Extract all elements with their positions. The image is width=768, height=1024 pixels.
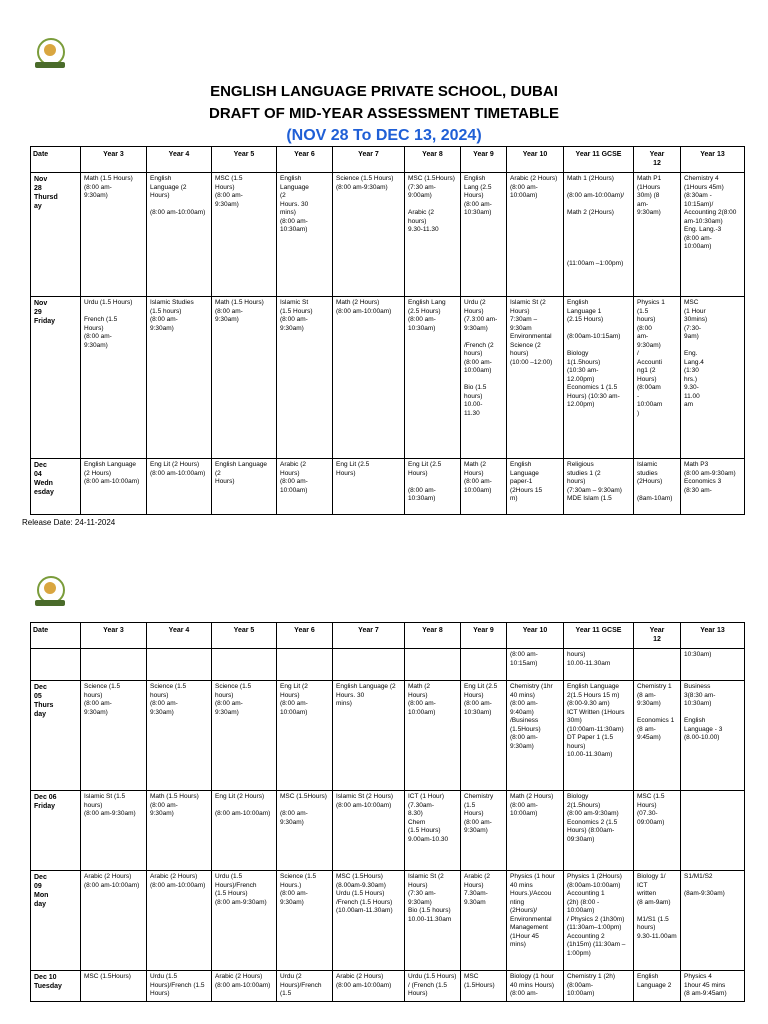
- date-cell: Dec 04 Wedn esday: [31, 459, 81, 515]
- exam-cell: Arabic (2 Hours) (8:00 am-10:00am): [81, 871, 147, 971]
- exam-cell: Science (1.5 hours) (8:00 am- 9:30am): [212, 681, 277, 791]
- exam-cell: Chemistry (1.5 Hours) (8:00 am- 9:30am): [461, 791, 507, 871]
- date-cell: [31, 649, 81, 681]
- exam-cell: MSC (1.5 Hours) (8:00 am- 9:30am): [212, 173, 277, 297]
- date-cell: Dec 05 Thurs day: [31, 681, 81, 791]
- exam-cell: Chemistry (1hr 40 mins) (8:00 am- 9:40am) /Business (1.5Hours) (8:00 am- 9:30am): [507, 681, 564, 791]
- exam-cell: Math (2 Hours) (8:00 am- 10:00am): [507, 791, 564, 871]
- exam-cell: Physics 1 (2Hours) (8:00am-10:00am) Accounting 1 (2h) (8:00 - 10:00am) / Physics 2 (1h30m) (11:30am–1:00pm) Accounting 2 (1h15m) (11:30am – 1:00pm): [564, 871, 634, 971]
- table-row: [31, 681, 745, 791]
- exam-cell: [212, 649, 277, 681]
- exam-cell: hours) 10.00-11.30am: [564, 649, 634, 681]
- exam-cell: Islamic St (2 Hours) (8:00 am-10:00am): [333, 791, 405, 871]
- exam-cell: Math (2 Hours) (8:00 am- 10:00am): [461, 459, 507, 515]
- exam-cell: English Language paper-1 (2Hours 15 m): [507, 459, 564, 515]
- header-year-6: Year 6: [277, 623, 333, 649]
- header-year-5: Year 5: [212, 147, 277, 173]
- header-year-3: Year 3: [81, 147, 147, 173]
- exam-cell: English Language 1 (2.15 Hours) (8:00am-10:15am) Biology 1(1.5hours) (10:30 am- 12.00pm) Economics 1 (1.5 Hours) (10:30 am- 12.00pm): [564, 297, 634, 459]
- exam-cell: Math P3 (8:00 am-9:30am) Economics 3 (8:30 am-: [681, 459, 745, 515]
- exam-cell: [461, 649, 507, 681]
- exam-cell: Math (2 Hours) (8:00 am-10:00am): [333, 297, 405, 459]
- header-date: Date: [31, 147, 81, 173]
- exam-cell: Physics 4 1hour 45 mins (8 am-9:45am): [681, 971, 745, 1002]
- date-cell: Nov 28 Thursd ay: [31, 173, 81, 297]
- exam-cell: Islamic St (2 Hours) (7:30 am- 9:30am) Bio (1.5 hours) 10.00-11.30am: [405, 871, 461, 971]
- exam-cell: 10:30am): [681, 649, 745, 681]
- exam-cell: Business 3(8:30 am- 10:30am) English Language - 3 (8.00-10.00): [681, 681, 745, 791]
- header-year-10: Year 10: [507, 147, 564, 173]
- exam-cell: Eng Lit (2.5 Hours) (8:00 am- 10:30am): [461, 681, 507, 791]
- exam-cell: Math 1 (2Hours) (8:00 am-10:00am)/ Math 2 (2Hours) (11:00am –1:00pm): [564, 173, 634, 297]
- header-year-13: Year 13: [681, 147, 745, 173]
- exam-cell: Chemistry 1 (2h) (8:00am- 10:00am): [564, 971, 634, 1002]
- exam-cell: English Lang (2.5 Hours) (8:00 am- 10:30am): [461, 173, 507, 297]
- exam-cell: Math (1.5 Hours) (8:00 am- 9:30am): [147, 791, 212, 871]
- date-range: (NOV 28 To DEC 13, 2024): [286, 127, 482, 144]
- header-date: Date: [31, 623, 81, 649]
- exam-cell: English Lang (2.5 Hours) (8:00 am- 10:30am): [405, 297, 461, 459]
- exam-cell: [81, 649, 147, 681]
- exam-cell: English Language 2(1.5 Hours 15 m) (8:00-9.30 am) ICT Written (1Hours 30m) (10:00am-11:30am) DT Paper 1 (1.5 hours) 10.00-11.30am): [564, 681, 634, 791]
- exam-cell: English Language (2 Hours): [212, 459, 277, 515]
- table-row: [31, 871, 745, 971]
- header-year-9: Year 9: [461, 147, 507, 173]
- exam-cell: English Language (2 Hours) (8:00 am-10:00am): [147, 173, 212, 297]
- exam-cell: Math (1.5 Hours) (8:00 am- 9:30am): [81, 173, 147, 297]
- exam-cell: ICT (1 Hour) (7.30am- 8.30) Chem (1.5 Hours) 9.00am-10.30: [405, 791, 461, 871]
- table-row: [31, 649, 745, 681]
- table-row: [31, 173, 745, 297]
- table-row: [31, 971, 745, 1002]
- exam-cell: (8:00 am- 10:15am): [507, 649, 564, 681]
- exam-cell: Islamic studies (2Hours) (8am-10am): [634, 459, 681, 515]
- header-year-7: Year 7: [333, 623, 405, 649]
- exam-cell: Physics (1 hour 40 mins Hours.)/Accou nting (2Hours)/ Environmental Management (1Hour 45 mins): [507, 871, 564, 971]
- header-year-4: Year 4: [147, 623, 212, 649]
- exam-cell: English Language (2 Hours) (8:00 am-10:00am): [81, 459, 147, 515]
- exam-cell: Islamic St (1.5 Hours) (8:00 am- 9:30am): [277, 297, 333, 459]
- exam-cell: [277, 649, 333, 681]
- header-year-13: Year 13: [681, 623, 745, 649]
- exam-cell: Physics 1 (1.5 hours) (8:00 am- 9:30am) / Accounti ng1 (2 Hours) (8:00am - 10:00am ): [634, 297, 681, 459]
- date-cell: Dec 06 Friday: [31, 791, 81, 871]
- exam-cell: Arabic (2 Hours) (8:00 am-10:00am): [147, 871, 212, 971]
- exam-cell: [333, 649, 405, 681]
- exam-cell: Islamic Studies (1.5 hours) (8:00 am- 9:30am): [147, 297, 212, 459]
- exam-cell: Arabic (2 Hours) (8:00 am- 10:00am): [277, 459, 333, 515]
- school-title: ENGLISH LANGUAGE PRIVATE SCHOOL, DUBAI: [210, 83, 558, 100]
- table-row: [31, 791, 745, 871]
- exam-cell: Urdu (1.5 Hours)/French (1.5 Hours): [147, 971, 212, 1002]
- header-year-12: Year 12: [634, 623, 681, 649]
- table-row: [31, 459, 745, 515]
- exam-cell: Chemistry 4 (1Hours 45m) (8:30am - 10:15am)/ Accounting 2(8:00 am-10:30am) Eng. Lang.-3 (8:00 am- 10:00am): [681, 173, 745, 297]
- school-logo: [35, 36, 65, 72]
- date-cell: Dec 09 Mon day: [31, 871, 81, 971]
- exam-cell: MSC (1.5 Hours) (07.30- 09:00am): [634, 791, 681, 871]
- exam-cell: MSC (1.5Hours): [461, 971, 507, 1002]
- exam-cell: Islamic St (2 Hours) 7:30am – 9:30am Environmental Science (2 hours) (10:00 –12:00): [507, 297, 564, 459]
- exam-cell: Urdu (2 Hours)/French (1.5: [277, 971, 333, 1002]
- header-year-6: Year 6: [277, 147, 333, 173]
- exam-cell: MSC (1 Hour 30mins) (7:30- 9am) Eng. Lang.4 (1:30 hrs.) 9.30- 11.00 am: [681, 297, 745, 459]
- document-subtitle: DRAFT OF MID-YEAR ASSESSMENT TIMETABLE: [209, 105, 559, 122]
- exam-cell: MSC (1.5Hours) (7:30 am- 9:00am) Arabic (2 hours) 9.30-11.30: [405, 173, 461, 297]
- exam-cell: Eng Lit (2 Hours) (8:00 am-10:00am): [212, 791, 277, 871]
- school-logo: [35, 574, 65, 610]
- exam-cell: [634, 649, 681, 681]
- exam-cell: Math P1 (1Hours 30m) (8 am- 9:30am): [634, 173, 681, 297]
- exam-cell: Science (1.5 hours) (8:00 am- 9:30am): [81, 681, 147, 791]
- exam-cell: MSC (1.5Hours): [81, 971, 147, 1002]
- release-date: Release Date: 24-11-2024: [22, 518, 116, 527]
- header-year-4: Year 4: [147, 147, 212, 173]
- exam-cell: Biology 1/ ICT written (8 am-9am) M1/S1 (1.5 hours) 9.30-11.00am: [634, 871, 681, 971]
- exam-cell: Religious studies 1 (2 hours) (7:30am – 9:30am) MDE Islam (1.5: [564, 459, 634, 515]
- header-year-7: Year 7: [333, 147, 405, 173]
- header-year-5: Year 5: [212, 623, 277, 649]
- exam-cell: Science (1.5 hours) (8:00 am- 9:30am): [147, 681, 212, 791]
- exam-cell: Arabic (2 Hours) (8:00 am- 10:00am): [507, 173, 564, 297]
- exam-cell: [681, 791, 745, 871]
- header-year-10: Year 10: [507, 623, 564, 649]
- exam-cell: Science (1.5 Hours.) (8:00 am-9:30am): [277, 871, 333, 971]
- exam-cell: MSC (1.5Hours) (8.00am-9.30am) Urdu (1.5 Hours) /French (1.5 Hours) (10.00am-11.30am): [333, 871, 405, 971]
- header-year-8: Year 8: [405, 147, 461, 173]
- exam-cell: Arabic (2 Hours) (8:00 am-10:00am): [212, 971, 277, 1002]
- exam-cell: Urdu (2 Hours) (7.3:00 am- 9:30am) /French (2 hours) (8:00 am- 10:00am) Bio (1.5 hours) 10.00- 11.30: [461, 297, 507, 459]
- header-year-9: Year 9: [461, 623, 507, 649]
- exam-cell: English Language (2 Hours. 30 mins): [333, 681, 405, 791]
- exam-cell: Eng Lit (2.5 Hours): [333, 459, 405, 515]
- exam-cell: Eng Lit (2.5 Hours) (8:00 am- 10:30am): [405, 459, 461, 515]
- header-year-11-gcse: Year 11 GCSE: [564, 147, 634, 173]
- exam-cell: Math (2 Hours) (8:00 am- 10:00am): [405, 681, 461, 791]
- header-year-8: Year 8: [405, 623, 461, 649]
- exam-cell: Eng Lit (2 Hours) (8:00 am-10:00am): [147, 459, 212, 515]
- exam-cell: Urdu (1.5 Hours)/French (1.5 Hours) (8:00 am-9:30am): [212, 871, 277, 971]
- date-cell: Dec 10 Tuesday: [31, 971, 81, 1002]
- exam-cell: English Language 2: [634, 971, 681, 1002]
- exam-cell: Islamic St (1.5 hours) (8:00 am-9:30am): [81, 791, 147, 871]
- timetable-page-1: [30, 146, 745, 515]
- exam-cell: S1/M1/S2 (8am-9:30am): [681, 871, 745, 971]
- exam-cell: Eng Lit (2 Hours) (8:00 am- 10:00am): [277, 681, 333, 791]
- exam-cell: Chemistry 1 (8 am- 9:30am) Economics 1 (8 am-9:45am): [634, 681, 681, 791]
- exam-cell: Arabic (2 Hours) (8:00 am-10:00am): [333, 971, 405, 1002]
- exam-cell: Urdu (1.5 Hours) / (French (1.5 Hours): [405, 971, 461, 1002]
- exam-cell: Urdu (1.5 Hours) French (1.5 Hours) (8:00 am- 9:30am): [81, 297, 147, 459]
- header-year-3: Year 3: [81, 623, 147, 649]
- header-year-11-gcse: Year 11 GCSE: [564, 623, 634, 649]
- exam-cell: Biology 2(1.5hours) (8:00 am-9:30am) Economics 2 (1.5 Hours) (8:00am- 09:30am): [564, 791, 634, 871]
- date-cell: Nov 29 Friday: [31, 297, 81, 459]
- exam-cell: MSC (1.5Hours) (8:00 am- 9:30am): [277, 791, 333, 871]
- table-row: [31, 297, 745, 459]
- header-year-12: Year 12: [634, 147, 681, 173]
- exam-cell: [147, 649, 212, 681]
- exam-cell: English Language (2 Hours. 30 mins) (8:00 am- 10:30am): [277, 173, 333, 297]
- exam-cell: [405, 649, 461, 681]
- exam-cell: Science (1.5 Hours) (8:00 am-9:30am): [333, 173, 405, 297]
- exam-cell: Biology (1 hour 40 mins Hours) (8:00 am-: [507, 971, 564, 1002]
- exam-cell: Arabic (2 Hours) 7.30am- 9.30am: [461, 871, 507, 971]
- exam-cell: Math (1.5 Hours) (8:00 am- 9:30am): [212, 297, 277, 459]
- timetable-page-2: [30, 622, 745, 1002]
